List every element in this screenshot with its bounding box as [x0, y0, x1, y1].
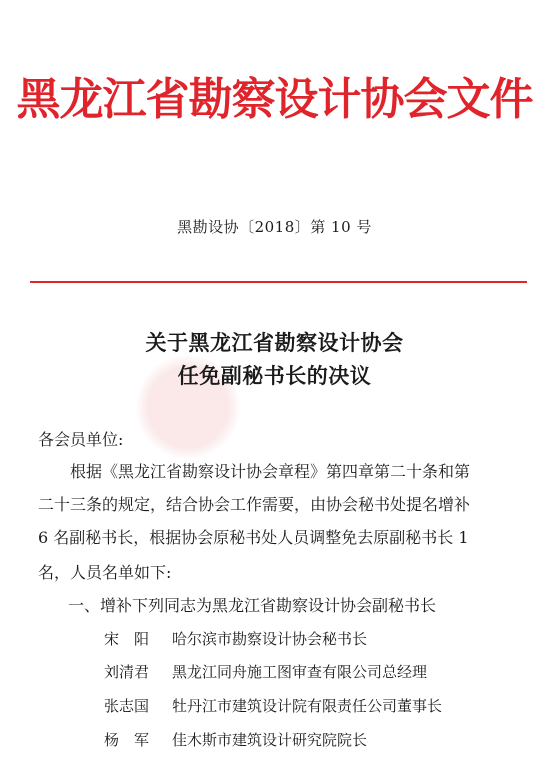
appointee-name: 张志国	[104, 697, 150, 715]
appointee-row	[104, 733, 367, 748]
appointee-role: 牡丹江市建筑设计院有限责任公司董事长	[172, 697, 443, 715]
document-number: 黑勘设协〔2018〕第 10 号	[177, 218, 372, 236]
masthead-title: 黑龙江省勘察设计协会文件	[16, 74, 533, 125]
document-title-line-1: 关于黑龙江省勘察设计协会	[145, 330, 404, 355]
appointee-name: 宋 阳	[104, 630, 150, 648]
document-title-line-2: 任免副秘书长的决议	[177, 363, 372, 388]
appointee-role: 黑龙江同舟施工图审查有限公司总经理	[172, 663, 428, 681]
paragraph-line-3: 6 名副秘书长，根据协会原秘书处人员调整免去原副秘书长 1	[38, 528, 469, 547]
appointee-row	[104, 665, 427, 680]
appointee-name: 刘清君	[104, 663, 150, 681]
red-divider-rule	[30, 281, 527, 283]
appointee-name: 杨 军	[104, 731, 150, 749]
paragraph-line-1: 根据《黑龙江省勘察设计协会章程》第四章第二十条和第	[70, 462, 471, 481]
appointee-row	[104, 632, 367, 647]
salutation: 各会员单位:	[38, 430, 124, 449]
paragraph-line-2: 二十三条的规定，结合协会工作需要，由协会秘书处提名增补	[38, 495, 471, 514]
appointee-role: 哈尔滨市勘察设计协会秘书长	[172, 630, 368, 648]
paragraph-line-4: 名，人员名单如下:	[38, 563, 172, 582]
section-heading-one: 一、增补下列同志为黑龙江省勘察设计协会副秘书长	[68, 596, 437, 615]
appointee-row	[104, 699, 442, 714]
appointee-role: 佳木斯市建筑设计研究院院长	[172, 731, 368, 749]
